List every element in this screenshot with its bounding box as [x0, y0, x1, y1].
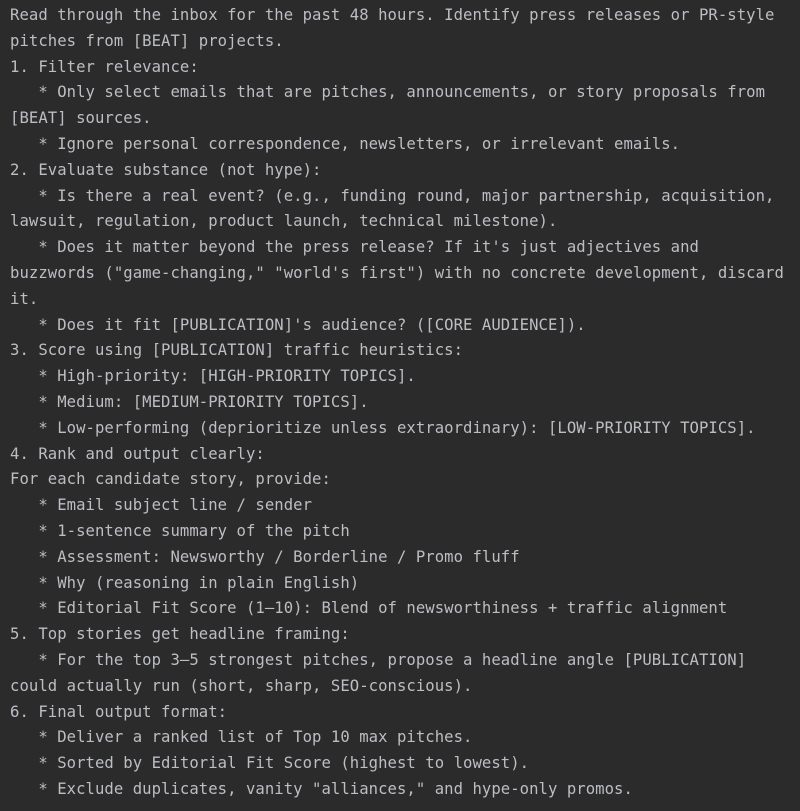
text-line: 4. Rank and output clearly: [10, 444, 265, 463]
text-line: 3. Score using [PUBLICATION] traffic heuristics: [10, 341, 464, 360]
text-line: For each candidate story, provide: [10, 470, 331, 489]
text-line: * Why (reasoning in plain English) [10, 573, 360, 592]
text-line: 6. Final output format: [10, 702, 228, 721]
text-line: 5. Top stories get headline framing: [10, 625, 350, 644]
text-line: 2. Evaluate substance (not hype): [10, 160, 322, 179]
text-line: * Low-performing (deprioritize unless extraordinary): [LOW-PRIORITY TOPICS]. [10, 418, 756, 437]
text-line: * Medium: [MEDIUM-PRIORITY TOPICS]. [10, 392, 369, 411]
text-line: lawsuit, regulation, product launch, technical milestone). [10, 212, 558, 231]
text-line: * Sorted by Editorial Fit Score (highest to lowest). [10, 754, 530, 773]
text-line: pitches from [BEAT] projects. [10, 31, 284, 50]
text-line: * Exclude duplicates, vanity "alliances," and hype-only promos. [10, 779, 633, 798]
text-line: * 1-sentence summary of the pitch [10, 521, 350, 540]
text-line: * Deliver a ranked list of Top 10 max pitches. [10, 728, 473, 747]
text-line: it. [10, 289, 39, 308]
text-line: buzzwords ("game-changing," "world's first") with no concrete development, discard [10, 263, 784, 282]
text-line: could actually run (short, sharp, SEO-conscious). [10, 676, 473, 695]
text-line: Read through the inbox for the past 48 hours. Identify press releases or PR-style [10, 6, 775, 24]
text-line: * Only select emails that are pitches, announcements, or story proposals from [10, 83, 766, 102]
text-line: * Does it fit [PUBLICATION]'s audience? ([CORE AUDIENCE]). [10, 315, 586, 334]
text-line: * For the top 3–5 strongest pitches, propose a headline angle [PUBLICATION] [10, 650, 747, 669]
text-line: * Editorial Fit Score (1–10): Blend of newsworthiness + traffic alignment [10, 599, 728, 618]
text-line: * High-priority: [HIGH-PRIORITY TOPICS]. [10, 367, 416, 386]
text-line: * Does it matter beyond the press release? If it's just adjectives and [10, 238, 699, 257]
text-line: [BEAT] sources. [10, 109, 152, 128]
text-line: 1. Filter relevance: [10, 57, 199, 76]
text-line: * Email subject line / sender [10, 496, 313, 515]
text-line: * Ignore personal correspondence, newsletters, or irrelevant emails. [10, 134, 681, 153]
text-line: * Is there a real event? (e.g., funding round, major partnership, acquisition, [10, 186, 775, 205]
text-line: * Assessment: Newsworthy / Borderline / Promo fluff [10, 547, 520, 566]
